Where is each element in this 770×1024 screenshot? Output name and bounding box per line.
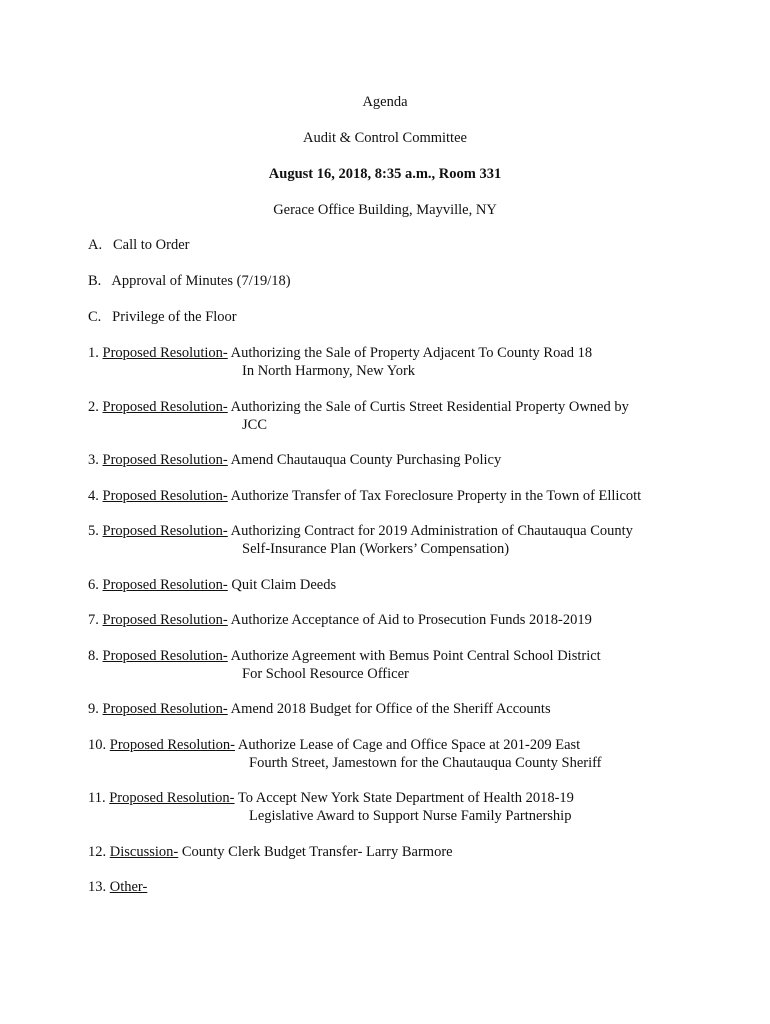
item-description: Authorize Transfer of Tax Foreclosure Property in the Town of Ellicott	[230, 488, 642, 504]
item-label: Proposed Resolution-	[102, 345, 228, 361]
item-number: 8.	[88, 648, 99, 664]
item-label: Proposed Resolution-	[102, 612, 228, 628]
agenda-item-3	[88, 452, 501, 469]
agenda-item-2	[88, 399, 629, 416]
agenda-item-13	[88, 879, 147, 896]
section-text: Approval of Minutes (7/19/18)	[111, 273, 291, 289]
item-label: Other-	[109, 879, 148, 895]
item-number: 13.	[88, 879, 107, 895]
agenda-item-10-continuation: Fourth Street, Jamestown for the Chautauqua County Sheriff	[249, 755, 602, 771]
committee-name: Audit & Control Committee	[303, 130, 467, 146]
agenda-item-8-continuation: For School Resource Officer	[242, 666, 409, 682]
agenda-heading: Agenda	[362, 94, 408, 110]
item-description: Authorizing Contract for 2019 Administration of Chautauqua County	[230, 523, 633, 539]
item-label: Proposed Resolution-	[102, 701, 228, 717]
agenda-item-5-continuation: Self-Insurance Plan (Workers’ Compensation)	[242, 541, 510, 557]
item-description: Authorizing the Sale of Curtis Street Residential Property Owned by	[230, 399, 629, 415]
item-label: Proposed Resolution-	[102, 577, 228, 593]
section-a	[88, 237, 190, 254]
item-number: 2.	[88, 399, 99, 415]
item-number: 3.	[88, 452, 99, 468]
item-label: Discussion-	[109, 844, 179, 860]
item-description: County Clerk Budget Transfer- Larry Barmore	[181, 844, 453, 860]
item-description: Amend 2018 Budget for Office of the Sheriff Accounts	[230, 701, 551, 717]
item-label: Proposed Resolution-	[102, 523, 228, 539]
item-description: Authorize Lease of Cage and Office Space at 201-209 East	[237, 737, 581, 753]
agenda-item-6	[88, 577, 336, 594]
section-text: Privilege of the Floor	[112, 309, 237, 325]
section-c	[88, 309, 237, 326]
agenda-item-10	[88, 737, 580, 754]
agenda-item-2-continuation: JCC	[242, 417, 267, 433]
agenda-item-11	[88, 790, 574, 807]
item-number: 6.	[88, 577, 99, 593]
section-marker: A.	[88, 237, 103, 253]
section-b	[88, 273, 291, 290]
item-description: Authorizing the Sale of Property Adjacent To County Road 18	[230, 345, 593, 361]
item-description: To Accept New York State Department of Health 2018-19	[237, 790, 574, 806]
item-label: Proposed Resolution-	[102, 648, 228, 664]
agenda-item-5	[88, 523, 633, 540]
agenda-item-11-continuation: Legislative Award to Support Nurse Family Partnership	[249, 808, 572, 824]
item-label: Proposed Resolution-	[109, 737, 236, 753]
item-number: 9.	[88, 701, 99, 717]
agenda-item-1	[88, 345, 592, 362]
section-marker: B.	[88, 273, 102, 289]
item-description: Authorize Agreement with Bemus Point Central School District	[230, 648, 601, 664]
agenda-item-9	[88, 701, 551, 718]
item-label: Proposed Resolution-	[102, 452, 228, 468]
item-label: Proposed Resolution-	[109, 790, 235, 806]
item-description: Amend Chautauqua County Purchasing Policy	[230, 452, 502, 468]
item-number: 10.	[88, 737, 107, 753]
section-marker: C.	[88, 309, 102, 325]
section-text: Call to Order	[112, 237, 190, 253]
item-description: Quit Claim Deeds	[231, 577, 337, 593]
meeting-date-line: August 16, 2018, 8:35 a.m., Room 331	[268, 166, 502, 182]
item-number: 11.	[88, 790, 106, 806]
item-number: 5.	[88, 523, 99, 539]
agenda-item-12	[88, 844, 453, 861]
agenda-item-8	[88, 648, 601, 665]
item-label: Proposed Resolution-	[102, 488, 228, 504]
agenda-item-1-continuation: In North Harmony, New York	[242, 363, 416, 379]
item-number: 1.	[88, 345, 99, 361]
item-label: Proposed Resolution-	[102, 399, 228, 415]
agenda-item-7	[88, 612, 592, 629]
item-number: 4.	[88, 488, 99, 504]
item-number: 7.	[88, 612, 99, 628]
meeting-location: Gerace Office Building, Mayville, NY	[273, 202, 497, 218]
item-description: Authorize Acceptance of Aid to Prosecution Funds 2018-2019	[230, 612, 592, 628]
item-number: 12.	[88, 844, 107, 860]
agenda-item-4	[88, 488, 641, 505]
